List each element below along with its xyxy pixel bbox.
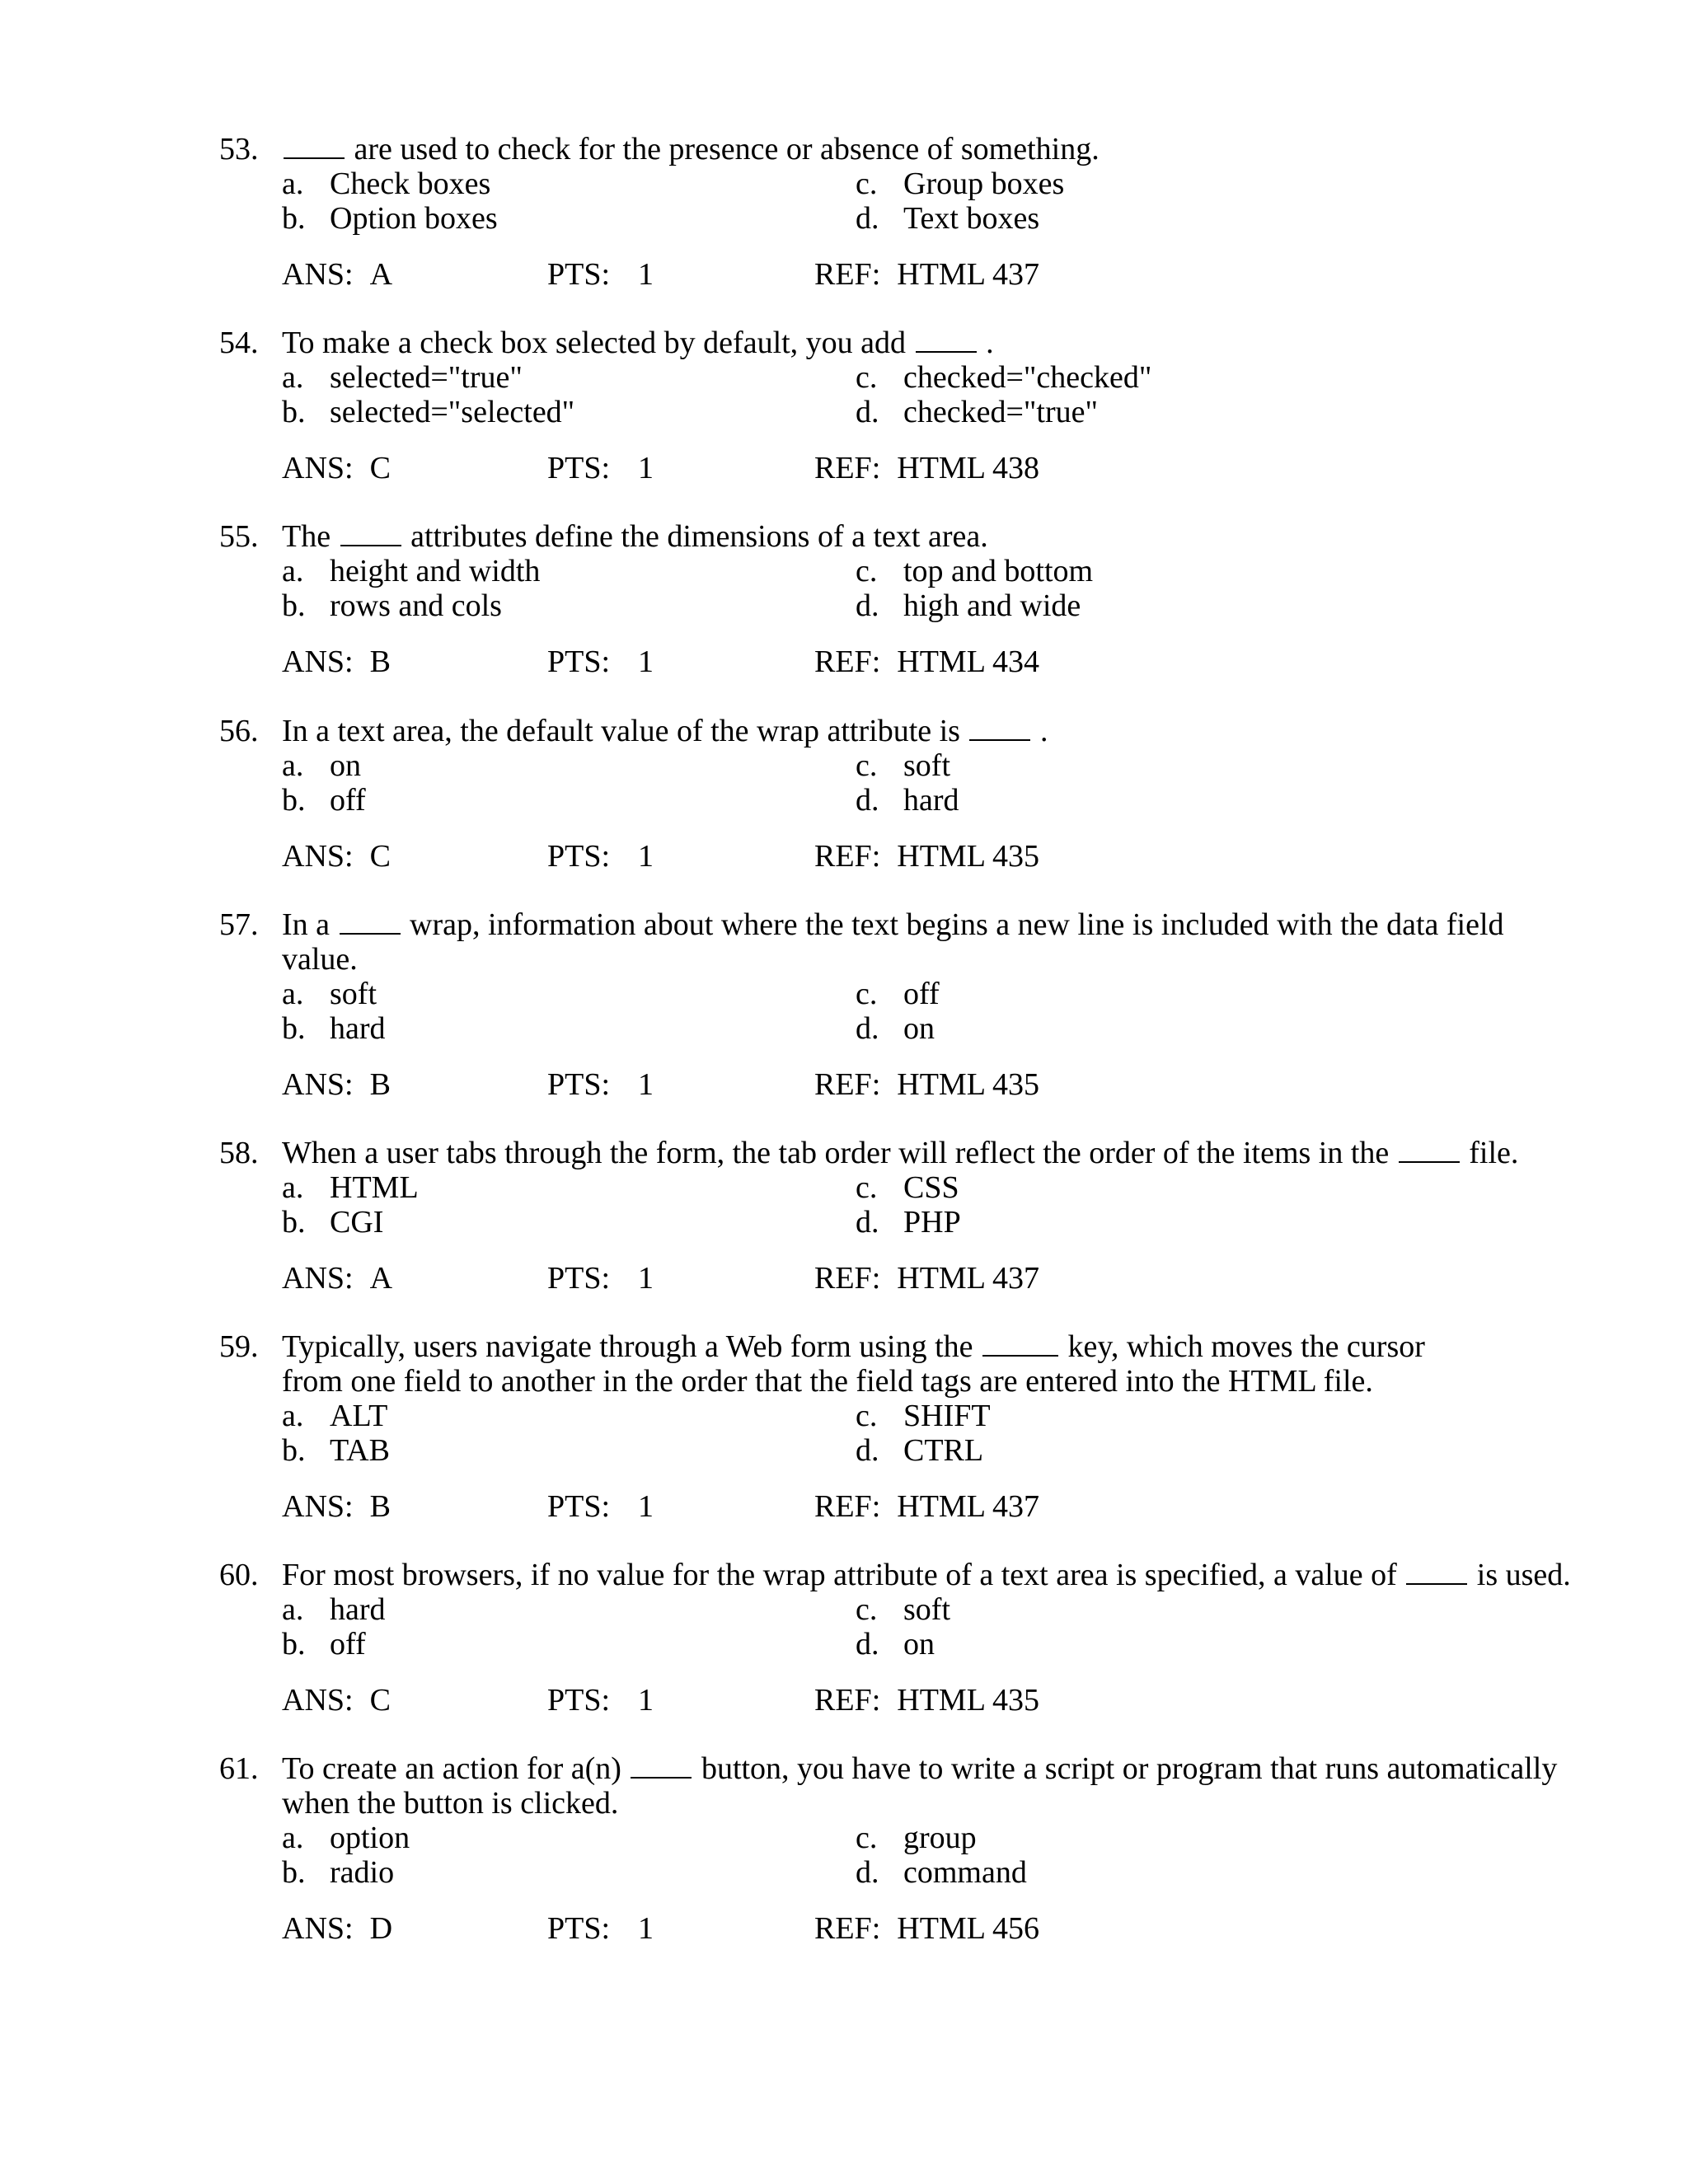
reference-value: HTML 437: [897, 257, 1039, 292]
option-letter: c.: [856, 166, 878, 201]
question-text-segment: In a: [282, 907, 331, 942]
question-text-segment: wrap, information about where the text begins a new line is included with the data field: [410, 907, 1504, 942]
option-text: radio: [330, 1855, 395, 1890]
answer-key-value: A: [369, 257, 393, 292]
question-text: [282, 519, 1535, 554]
question-number: 56.: [219, 714, 259, 748]
answer-key: [282, 1067, 391, 1102]
question-text-segment: key, which moves the cursor: [1067, 1329, 1425, 1364]
reference-value: HTML 435: [897, 839, 1039, 874]
reference: [814, 1683, 1039, 1718]
reference: [814, 1067, 1039, 1102]
answer-blank: [1406, 1558, 1467, 1585]
points-value: 1: [638, 257, 654, 292]
option-letter: b.: [282, 1205, 306, 1240]
option-letter: a.: [282, 977, 304, 1011]
question-number: 61.: [219, 1751, 259, 1786]
option-letter: b.: [282, 1627, 306, 1661]
points: [547, 1489, 654, 1524]
reference-value: HTML 437: [897, 1489, 1039, 1524]
question-line: [282, 907, 1535, 942]
option-letter: a.: [282, 1592, 304, 1627]
question-text: [282, 1136, 1535, 1170]
reference-label: REF:: [814, 1489, 881, 1524]
answer-key: [282, 1683, 391, 1718]
reference: [814, 451, 1039, 485]
option-text: on: [903, 1011, 935, 1046]
question-line: [282, 326, 1535, 360]
option-text: selected="true": [330, 360, 523, 395]
question-number: 55.: [219, 519, 259, 554]
option-text: soft: [330, 977, 377, 1011]
question-line: [282, 1786, 1535, 1821]
question-number: 54.: [219, 326, 259, 360]
question-number: 57.: [219, 907, 259, 942]
option-text: soft: [903, 1592, 950, 1627]
answer-key: [282, 1911, 392, 1946]
reference-label: REF:: [814, 1067, 881, 1102]
reference: [814, 1261, 1039, 1296]
option-letter: b.: [282, 783, 306, 818]
option-text: off: [330, 783, 366, 818]
question-text: [282, 132, 1535, 166]
option-letter: a.: [282, 360, 304, 395]
option-text: on: [903, 1627, 935, 1661]
answer-key-label: ANS:: [282, 1067, 354, 1102]
reference-label: REF:: [814, 1261, 881, 1296]
question-text: [282, 1329, 1535, 1399]
option-text: on: [330, 748, 361, 783]
option-text: TAB: [330, 1433, 390, 1468]
question-text: [282, 907, 1535, 977]
question-line: [282, 1364, 1535, 1399]
option-letter: d.: [856, 201, 879, 236]
option-text: hard: [330, 1592, 386, 1627]
option-letter: a.: [282, 166, 304, 201]
answer-key-value: C: [369, 1683, 391, 1718]
option-letter: c.: [856, 1399, 878, 1433]
answer-key-label: ANS:: [282, 257, 354, 292]
question-number: 59.: [219, 1329, 259, 1364]
option-text: Text boxes: [903, 201, 1040, 236]
option-letter: a.: [282, 748, 304, 783]
points-label: PTS:: [547, 1067, 611, 1102]
reference-value: HTML 435: [897, 1683, 1039, 1718]
reference-value: HTML 434: [897, 644, 1039, 679]
points-label: PTS:: [547, 1911, 611, 1946]
option-letter: c.: [856, 1821, 878, 1855]
question-text-segment: when the button is clicked.: [282, 1786, 619, 1821]
answer-key-value: D: [369, 1911, 393, 1946]
question-text-segment: .: [1039, 714, 1048, 748]
answer-key-value: B: [369, 1067, 391, 1102]
reference: [814, 1489, 1039, 1524]
reference-value: HTML 437: [897, 1261, 1039, 1296]
option-letter: b.: [282, 1855, 306, 1890]
option-letter: a.: [282, 554, 304, 588]
question-line: [282, 714, 1535, 748]
question-text-segment: is used.: [1476, 1558, 1571, 1592]
question-text-segment: For most browsers, if no value for the wrap attribute of a text area is specified, a value of: [282, 1558, 1397, 1592]
points-label: PTS:: [547, 839, 611, 874]
question-text-segment: Typically, users navigate through a Web form using the: [282, 1329, 973, 1364]
option-text: Check boxes: [330, 166, 491, 201]
answer-key-label: ANS:: [282, 1261, 354, 1296]
option-letter: c.: [856, 554, 878, 588]
question-number: 53.: [219, 132, 259, 166]
reference-value: HTML 435: [897, 1067, 1039, 1102]
option-text: high and wide: [903, 588, 1081, 623]
question-line: [282, 519, 1535, 554]
option-letter: c.: [856, 748, 878, 783]
question-text-segment: are used to check for the presence or absence of something.: [354, 132, 1100, 166]
question-text-segment: To make a check box selected by default, you add: [282, 326, 907, 360]
option-letter: c.: [856, 977, 878, 1011]
answer-key: [282, 1489, 391, 1524]
option-text: ALT: [330, 1399, 388, 1433]
question-line: [282, 1558, 1571, 1592]
option-letter: c.: [856, 1170, 878, 1205]
option-letter: d.: [856, 395, 879, 429]
points: [547, 1067, 654, 1102]
question-text-segment: The: [282, 519, 331, 554]
points-label: PTS:: [547, 1489, 611, 1524]
option-letter: d.: [856, 783, 879, 818]
option-letter: c.: [856, 1592, 878, 1627]
reference-label: REF:: [814, 257, 881, 292]
answer-key-label: ANS:: [282, 1683, 354, 1718]
question-text: [282, 326, 1535, 360]
option-text: rows and cols: [330, 588, 502, 623]
answer-blank: [340, 520, 401, 546]
answer-key-value: C: [369, 839, 391, 874]
reference: [814, 644, 1039, 679]
question-number: 60.: [219, 1558, 259, 1592]
option-text: group: [903, 1821, 977, 1855]
question-text-segment: .: [986, 326, 994, 360]
points-value: 1: [638, 1067, 654, 1102]
option-text: CTRL: [903, 1433, 984, 1468]
reference: [814, 839, 1039, 874]
option-letter: b.: [282, 588, 306, 623]
option-text: CGI: [330, 1205, 384, 1240]
question-line: [282, 1751, 1558, 1786]
question-line: [282, 942, 1535, 977]
option-text: HTML: [330, 1170, 419, 1205]
question-text: [282, 1558, 1571, 1592]
answer-key-value: B: [369, 1489, 391, 1524]
answer-key-value: B: [369, 644, 391, 679]
option-letter: d.: [856, 1205, 879, 1240]
question-line: [282, 1329, 1535, 1364]
question-text-segment: button, you have to write a script or program that runs automatically: [701, 1751, 1558, 1786]
answer-blank: [340, 908, 401, 935]
points-label: PTS:: [547, 257, 611, 292]
reference-value: HTML 438: [897, 451, 1039, 485]
question-text: [282, 1751, 1558, 1821]
answer-key: [282, 257, 392, 292]
option-text: CSS: [903, 1170, 959, 1205]
points-value: 1: [638, 839, 654, 874]
option-text: hard: [903, 783, 959, 818]
points-label: PTS:: [547, 451, 611, 485]
points-label: PTS:: [547, 1683, 611, 1718]
points-value: 1: [638, 644, 654, 679]
points: [547, 1911, 654, 1946]
option-text: hard: [330, 1011, 386, 1046]
option-letter: a.: [282, 1170, 304, 1205]
option-text: checked="checked": [903, 360, 1152, 395]
answer-key-label: ANS:: [282, 1489, 354, 1524]
question-text-segment: from one field to another in the order that the field tags are entered into the HTML file.: [282, 1364, 1373, 1399]
answer-blank: [969, 715, 1030, 741]
option-text: checked="true": [903, 395, 1098, 429]
answer-blank: [284, 133, 345, 159]
answer-blank: [631, 1752, 692, 1779]
points-label: PTS:: [547, 1261, 611, 1296]
answer-key-label: ANS:: [282, 839, 354, 874]
answer-key-value: C: [369, 451, 391, 485]
option-letter: b.: [282, 201, 306, 236]
points: [547, 1261, 654, 1296]
reference-label: REF:: [814, 451, 881, 485]
points: [547, 257, 654, 292]
option-text: option: [330, 1821, 410, 1855]
question-text: [282, 714, 1535, 748]
reference-label: REF:: [814, 1911, 881, 1946]
option-letter: d.: [856, 1011, 879, 1046]
answer-blank: [982, 1330, 1058, 1357]
option-text: Option boxes: [330, 201, 498, 236]
option-letter: b.: [282, 1011, 306, 1046]
option-text: height and width: [330, 554, 541, 588]
option-letter: b.: [282, 395, 306, 429]
reference: [814, 257, 1039, 292]
answer-key-label: ANS:: [282, 644, 354, 679]
reference: [814, 1911, 1039, 1946]
answer-blank: [1399, 1137, 1460, 1163]
option-text: off: [330, 1627, 366, 1661]
points: [547, 1683, 654, 1718]
reference-label: REF:: [814, 644, 881, 679]
points: [547, 644, 654, 679]
option-text: selected="selected": [330, 395, 575, 429]
question-text-segment: In a text area, the default value of the wrap attribute is: [282, 714, 960, 748]
question-number: 58.: [219, 1136, 259, 1170]
points-value: 1: [638, 1261, 654, 1296]
question-text-segment: value.: [282, 942, 358, 977]
option-letter: a.: [282, 1399, 304, 1433]
answer-key-label: ANS:: [282, 1911, 354, 1946]
question-text-segment: When a user tabs through the form, the tab order will reflect the order of the items in the: [282, 1136, 1390, 1170]
answer-key-value: A: [369, 1261, 393, 1296]
option-letter: d.: [856, 1855, 879, 1890]
points-value: 1: [638, 451, 654, 485]
option-text: PHP: [903, 1205, 961, 1240]
option-text: command: [903, 1855, 1027, 1890]
points-value: 1: [638, 1911, 654, 1946]
option-letter: d.: [856, 1433, 879, 1468]
question-text-segment: attributes define the dimensions of a text area.: [410, 519, 988, 554]
answer-key-label: ANS:: [282, 451, 354, 485]
points-value: 1: [638, 1489, 654, 1524]
option-text: Group boxes: [903, 166, 1065, 201]
answer-key: [282, 839, 391, 874]
option-letter: a.: [282, 1821, 304, 1855]
answer-key: [282, 451, 391, 485]
option-text: top and bottom: [903, 554, 1094, 588]
option-text: SHIFT: [903, 1399, 991, 1433]
question-line: [282, 132, 1535, 166]
question-text-segment: To create an action for a(n): [282, 1751, 621, 1786]
answer-blank: [916, 326, 977, 353]
option-letter: d.: [856, 588, 879, 623]
option-text: soft: [903, 748, 950, 783]
points-label: PTS:: [547, 644, 611, 679]
reference-label: REF:: [814, 1683, 881, 1718]
option-letter: d.: [856, 1627, 879, 1661]
option-letter: b.: [282, 1433, 306, 1468]
option-text: off: [903, 977, 940, 1011]
question-line: [282, 1136, 1535, 1170]
reference-value: HTML 456: [897, 1911, 1039, 1946]
answer-key: [282, 644, 391, 679]
option-letter: c.: [856, 360, 878, 395]
points: [547, 451, 654, 485]
answer-key: [282, 1261, 392, 1296]
question-text-segment: file.: [1469, 1136, 1519, 1170]
points: [547, 839, 654, 874]
reference-label: REF:: [814, 839, 881, 874]
points-value: 1: [638, 1683, 654, 1718]
